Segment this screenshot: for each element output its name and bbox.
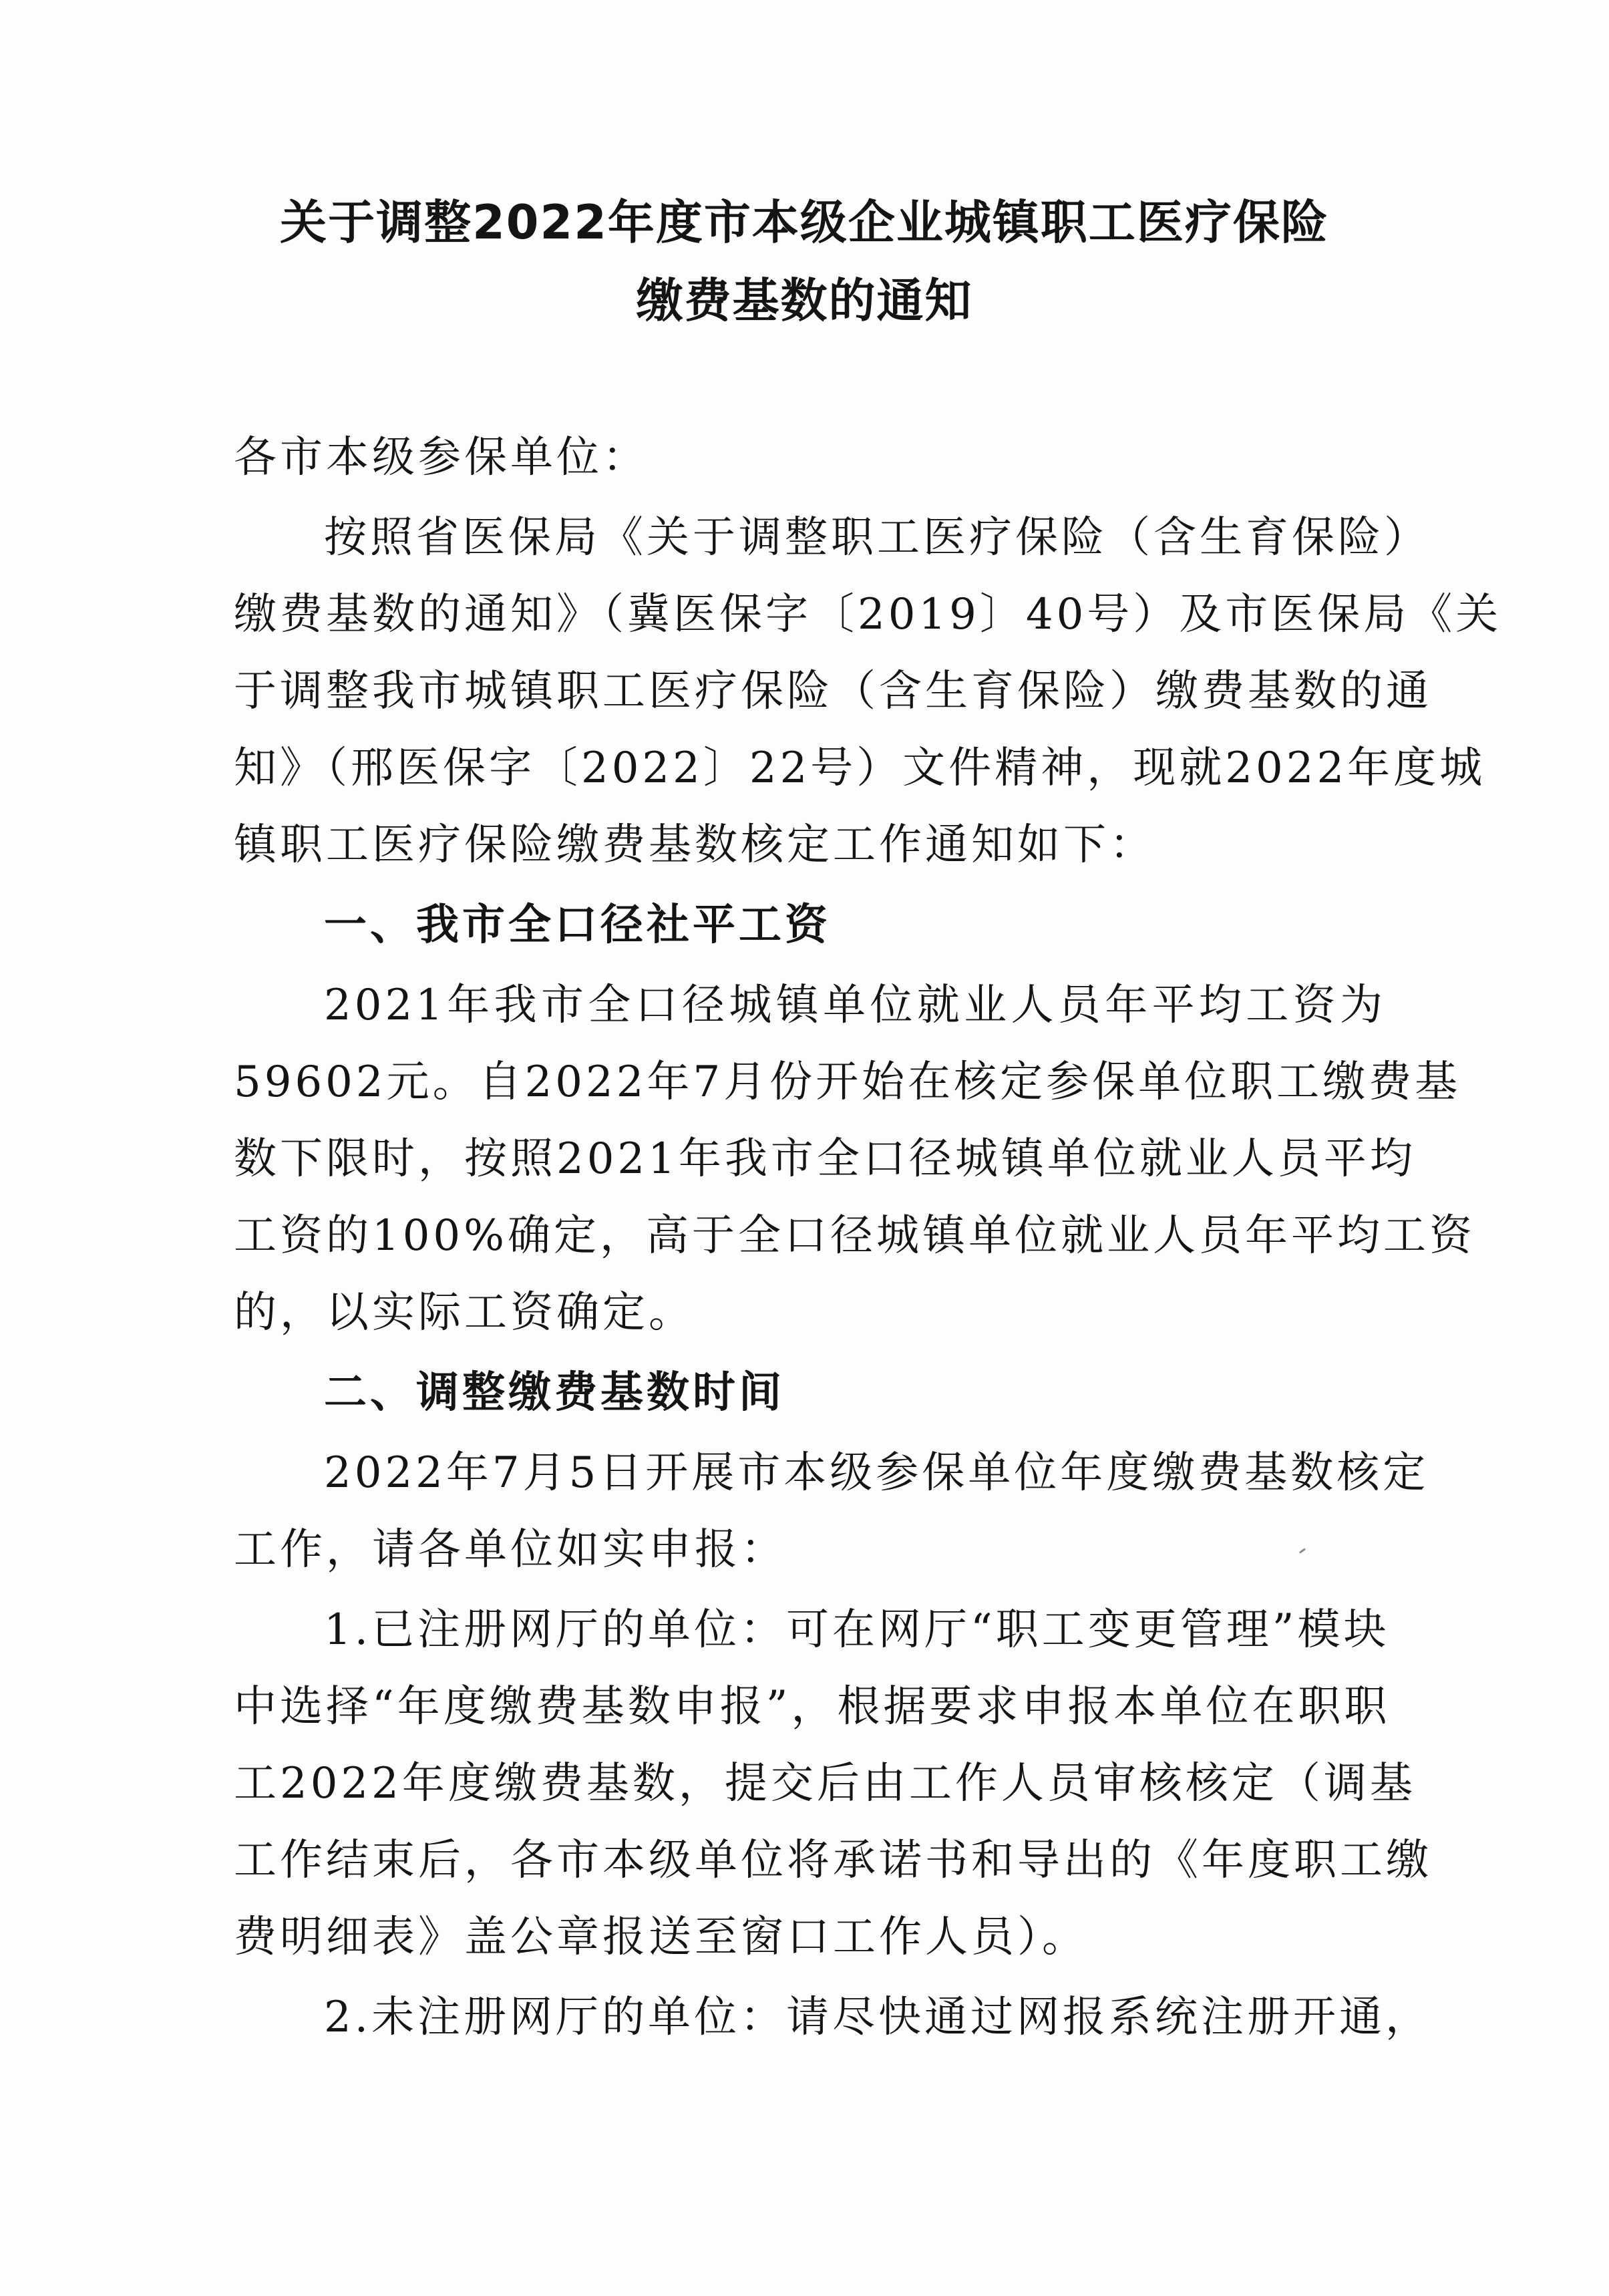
paragraph-2-line-1: 2021年我市全口径城镇单位就业人员年平均工资为: [324, 981, 1386, 1030]
section-1-heading: 一、我市全口径社平工资: [324, 900, 831, 950]
paragraph-2-line-2: 59602元。自2022年7月份开始在核定参保单位职工缴费基: [234, 1057, 1461, 1107]
paragraph-1-line-2: 缴费基数的通知》（冀医保字〔2019〕40号）及市医保局《关: [234, 590, 1502, 639]
paragraph-3-line-2: 工作，请各单位如实申报：: [234, 1525, 787, 1575]
paragraph-1-line-3: 于调整我市城镇职工医疗保险（含生育保险）缴费基数的通: [234, 667, 1432, 716]
document-title-line-2: 缴费基数的通知: [636, 273, 973, 328]
section-2-heading: 二、调整缴费基数时间: [324, 1368, 785, 1418]
item-1-line-3: 工2022年度缴费基数，提交后由工作人员审核核定（调基: [234, 1759, 1416, 1808]
item-1-line-5: 费明细表》盖公章报送至窗口工作人员）。: [234, 1913, 1088, 1962]
paragraph-3-line-1: 2022年7月5日开展市本级参保单位年度缴费基数核定: [324, 1448, 1429, 1498]
item-1-line-1: 1.已注册网厅的单位：可在网厅“职工变更管理”模块: [324, 1605, 1390, 1655]
paragraph-2-line-5: 的，以实际工资确定。: [234, 1288, 695, 1337]
paragraph-1-line-1: 按照省医保局《关于调整职工医疗保险（含生育保险）: [324, 513, 1430, 562]
paragraph-1-line-5: 镇职工医疗保险缴费基数核定工作通知如下：: [234, 820, 1155, 870]
paragraph-2-line-3: 数下限时，按照2021年我市全口径城镇单位就业人员平均: [234, 1134, 1416, 1184]
paragraph-1-line-4: 知》（邢医保字〔2022〕22号）文件精神，现就2022年度城: [234, 744, 1486, 793]
scan-speck: [1299, 1548, 1306, 1553]
paragraph-2-line-4: 工资的100%确定，高于全口径城镇单位就业人员年平均工资: [234, 1211, 1475, 1261]
item-1-line-4: 工作结束后，各市本级单位将承诺书和导出的《年度职工缴: [234, 1836, 1432, 1885]
document-title-line-1: 关于调整2022年度市本级企业城镇职工医疗保险: [280, 195, 1329, 250]
item-1-line-2: 中选择“年度缴费基数申报”，根据要求申报本单位在职职: [234, 1682, 1391, 1732]
item-2-line-1: 2.未注册网厅的单位：请尽快通过网报系统注册开通，: [324, 1993, 1432, 2042]
salutation: 各市本级参保单位：: [234, 433, 649, 482]
